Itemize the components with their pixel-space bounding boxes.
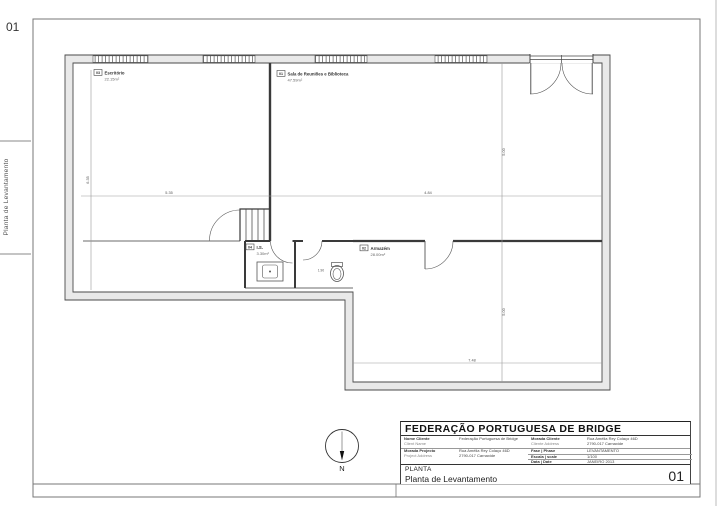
room-number: 04 xyxy=(248,245,252,250)
room-number: 01 xyxy=(279,72,283,76)
field-value-fase: LEVANTAMENTO xyxy=(587,448,620,453)
outer-walls xyxy=(65,55,610,390)
dim-label: 7.48 xyxy=(468,358,476,363)
dim-label: 5.35 xyxy=(165,191,173,195)
field-label-escala: Escala | scale xyxy=(531,453,558,459)
dimension-lines xyxy=(81,63,602,382)
room-name: I.S. xyxy=(256,244,263,250)
field-label-data: Data | Date xyxy=(531,458,552,464)
room-name: Sala de Reuniões e Biblioteca xyxy=(287,71,349,77)
room-label-armazem xyxy=(360,245,390,257)
margin-vertical-label: Planta de Levantamento xyxy=(3,158,10,236)
staircase xyxy=(240,209,270,241)
room-label-is xyxy=(246,244,270,256)
door-arc-bath2 xyxy=(303,241,322,260)
title-block-bottom xyxy=(401,465,690,486)
room-area: 28.00m² xyxy=(370,251,386,257)
sheet-number: 01 xyxy=(668,468,684,484)
room-area: 47.59m² xyxy=(287,77,303,83)
room-label-sala-reunioes xyxy=(277,71,349,83)
room-label-escritorio xyxy=(94,70,125,82)
north-label: N xyxy=(339,464,345,473)
toilet-fixture xyxy=(331,263,344,282)
north-arrow xyxy=(326,430,359,474)
dim-label: 5.00 xyxy=(502,308,506,316)
room-number: 03 xyxy=(96,71,100,75)
field-label-fase: Fase | Phase xyxy=(531,448,556,453)
dim-label: 4.84 xyxy=(424,191,432,195)
field-value-morada-projecto-1: Rua Amélia Rey Colaço 46D xyxy=(459,448,510,453)
title-block xyxy=(400,421,691,484)
field-label-morada-projecto-en: Project Address xyxy=(404,453,433,458)
dim-label: 6.35 xyxy=(86,176,90,184)
entrance-double-door xyxy=(530,54,594,94)
room-labels xyxy=(94,70,390,257)
interior-walls xyxy=(83,63,602,288)
field-value-morada-projecto-2: 2790-017 Carnaxide xyxy=(459,453,496,458)
field-label-nome-cliente: Nome Cliente xyxy=(404,436,430,441)
field-value-morada-cliente-2: 2790-017 Carnaxide xyxy=(587,441,624,446)
company-title: FEDERAÇÃO PORTUGUESA DE BRIDGE xyxy=(401,422,690,436)
door-arc-corridor xyxy=(209,210,240,241)
field-label-nome-cliente-en: Client Name xyxy=(404,441,427,446)
field-label-morada-cliente-en: Cliente Address xyxy=(531,441,560,446)
drawing-title: Planta de Levantamento xyxy=(405,474,498,484)
field-value-data: JANEIRO 2013 xyxy=(587,458,615,464)
room-name: Armazém xyxy=(370,245,390,251)
room-number: 02 xyxy=(362,246,366,251)
title-block-fields xyxy=(401,436,690,465)
room-area: 3.30m² xyxy=(256,250,269,256)
room-name: Escritório xyxy=(104,70,125,76)
dim-label: 1.90 xyxy=(317,268,325,273)
field-label-morada-projecto: Morada Projecto xyxy=(404,448,436,453)
room-area: 22.15m² xyxy=(104,76,120,82)
door-arc-storage xyxy=(425,241,453,269)
dim-label: 5.00 xyxy=(502,148,506,156)
door-arc-bath1 xyxy=(271,241,293,263)
sink-fixture xyxy=(257,262,283,281)
sheet-number-corner: 01 xyxy=(6,20,20,34)
north-needle xyxy=(340,451,344,461)
field-value-nome-cliente: Federação Portuguesa de Bridge xyxy=(459,436,518,441)
drawing-type: PLANTA xyxy=(405,466,432,473)
field-label-morada-cliente: Morada Cliente xyxy=(531,436,560,441)
field-value-escala: 1/100 xyxy=(587,453,598,459)
field-value-morada-cliente-1: Rua Amélia Rey Colaço 46D xyxy=(587,436,638,441)
